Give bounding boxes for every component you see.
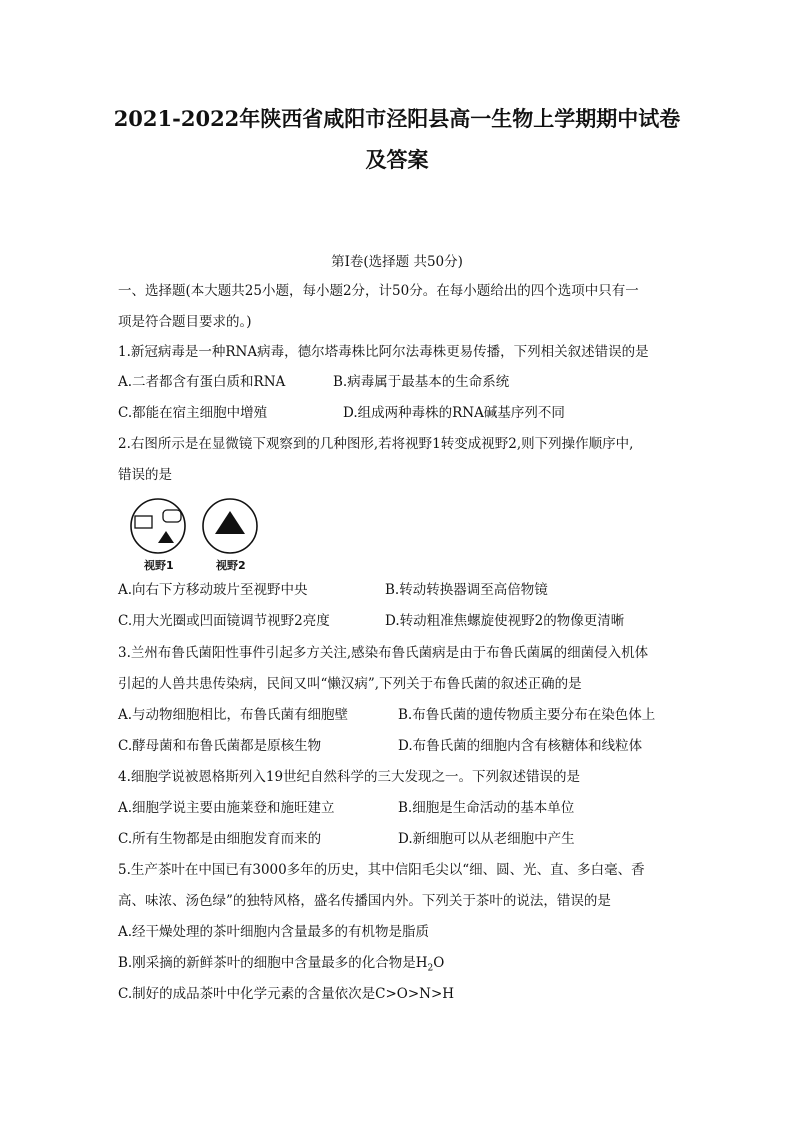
q1-option-b: B.病毒属于最基本的生命系统 — [333, 374, 510, 390]
water-formula-h: H — [415, 955, 428, 971]
q5-option-c: C.制好的成品茶叶中化学元素的含量依次是C>O>N>H — [118, 986, 455, 1002]
microscope-fields-diagram — [126, 498, 266, 558]
q1-option-a: A.二者都含有蛋白质和RNA — [118, 374, 286, 390]
field-2-triangle — [215, 511, 245, 534]
q2-option-b: B.转动转换器调至高倍物镜 — [385, 582, 548, 598]
q1-option-c: C.都能在宿主细胞中增殖 — [118, 405, 268, 421]
q4-option-c: C.所有生物都是由细胞发育而来的 — [118, 831, 322, 847]
q4-option-a: A.细胞学说主要由施莱登和施旺建立 — [118, 800, 335, 816]
q5-option-b — [118, 957, 444, 974]
microscope-figure — [126, 498, 266, 573]
instructions-line1: 一、选择题(本大题共25小题，每小题2分，计50分。在每小题给出的四个选项中只有一 — [118, 283, 639, 299]
q2-option-a: A.向右下方移动玻片至视野中央 — [118, 582, 308, 598]
field-1-rectangle — [135, 516, 152, 528]
q5-option-a: A.经干燥处理的茶叶细胞内含量最多的有机物是脂质 — [118, 924, 430, 940]
section-header: 第I卷(选择题 共50分) — [331, 254, 463, 270]
water-formula-subscript: 2 — [427, 963, 434, 974]
q5-stem-line2: 高、味浓、汤色绿”的独特风格，盛名传播国内外。下列关于茶叶的说法，错误的是 — [118, 893, 611, 909]
q4-option-b: B.细胞是生命活动的基本单位 — [398, 800, 575, 816]
q2-option-c: C.用大光圈或凹面镜调节视野2亮度 — [118, 613, 330, 629]
q5-option-b-text: B.刚采摘的新鲜茶叶的细胞中含量最多的化合物是 — [118, 955, 416, 971]
q2-option-d: D.转动粗准焦螺旋使视野2的物像更清晰 — [385, 613, 625, 629]
q4-option-d: D.新细胞可以从老细胞中产生 — [398, 831, 575, 847]
page-title-line1: 2021-2022年陕西省咸阳市泾阳县高一生物上学期期中试卷 — [113, 106, 681, 131]
field-1-rounded-rectangle — [163, 510, 181, 522]
q3-stem-line2: 引起的人兽共患传染病，民间又叫“懒汉病”,下列关于布鲁氏菌的叙述正确的是 — [118, 676, 582, 692]
q2-stem-line2: 错误的是 — [118, 467, 172, 483]
q1-stem: 1.新冠病毒是一种RNA病毒，德尔塔毒株比阿尔法毒株更易传播，下列相关叙述错误的是 — [118, 344, 649, 360]
field-2-label: 视野2 — [216, 559, 246, 572]
water-formula-o: O — [433, 955, 445, 971]
q3-stem-line1: 3.兰州布鲁氏菌阳性事件引起多方关注,感染布鲁氏菌病是由于布鲁氏菌属的细菌侵入机体 — [118, 645, 649, 661]
q3-option-d: D.布鲁氏菌的细胞内含有核糖体和线粒体 — [398, 738, 643, 754]
field-1-triangle — [158, 531, 174, 543]
q1-option-d: D.组成两种毒株的RNA碱基序列不同 — [343, 405, 565, 421]
q3-option-b: B.布鲁氏菌的遗传物质主要分布在染色体上 — [398, 707, 656, 723]
field-1-label: 视野1 — [144, 559, 174, 572]
q3-option-c: C.酵母菌和布鲁氏菌都是原核生物 — [118, 738, 322, 754]
page-title-line2: 及答案 — [365, 147, 429, 172]
q3-option-a: A.与动物细胞相比，布鲁氏菌有细胞壁 — [118, 707, 349, 723]
q4-stem: 4.细胞学说被恩格斯列入19世纪自然科学的三大发现之一。下列叙述错误的是 — [118, 769, 581, 785]
q5-stem-line1: 5.生产茶叶在中国已有3000多年的历史，其中信阳毛尖以“细、圆、光、直、多白毫、香 — [118, 862, 645, 878]
instructions-line2: 项是符合题目要求的。) — [118, 314, 252, 330]
field-1-circle — [131, 499, 185, 553]
q2-stem-line1: 2.右图所示是在显微镜下观察到的几种图形,若将视野1转变成视野2,则下列操作顺序中, — [118, 436, 634, 452]
